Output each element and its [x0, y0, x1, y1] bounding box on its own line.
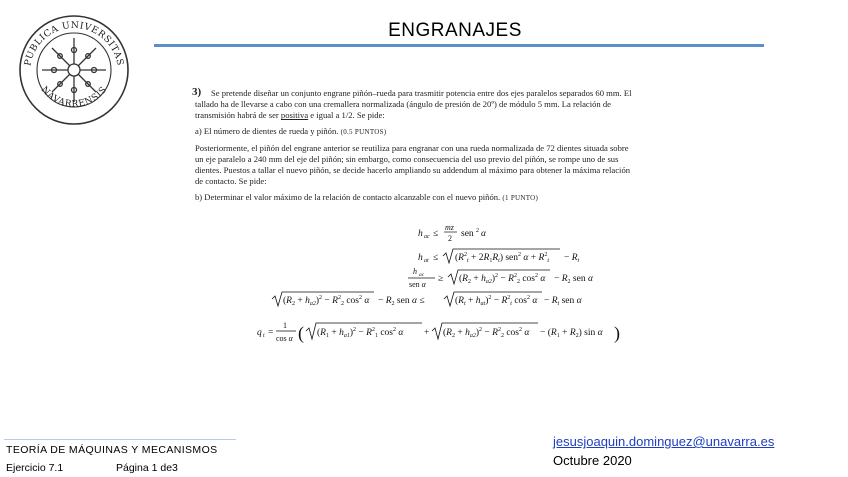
svg-text:≤: ≤ — [433, 253, 439, 263]
svg-text:− R2 sen α: − $R_2$ sen α — [554, 274, 593, 285]
problem-intro: Se pretende diseñar un conjunto engrane piñón–rueda para trasmitir potencia entre dos ejes paralelos separados 60 mm. El tallado ha de llevarse a cabo con una cremallera normalizada (ángulo de presión de 20º) de módulo 5 mm. La relación de transmisión habrá de ser positiva e igual a 1/2. Se pide: — [195, 88, 632, 121]
footer-divider — [4, 439, 236, 440]
svg-text:− (R1 + R2) sin α: − $(R_1 + R_2)$ sin α — [540, 328, 603, 339]
svg-text:q: q — [257, 328, 262, 338]
svg-text:ac: ac — [424, 234, 430, 240]
seal-text-bottom: NAVARRENSIS — [38, 84, 110, 110]
svg-text:(R2 + ha2)2 − R22 cos2 α: $(R_2 + h_{a2})^2 - R^2_2$ $\cos^2 \alpha$ — [443, 327, 530, 339]
svg-text:h: h — [418, 253, 423, 263]
problem-statement — [192, 86, 635, 209]
formula-3 — [408, 267, 594, 289]
svg-text:α: α — [481, 229, 486, 239]
formula-1 — [418, 223, 487, 243]
svg-text:− Rt: − $R_t$ — [564, 253, 580, 264]
svg-text:2: 2 — [476, 228, 479, 234]
page-title: ENGRANAJES — [388, 20, 522, 41]
svg-text:t: t — [263, 333, 265, 339]
title-divider — [154, 44, 764, 47]
date-label: Octubre 2020 — [553, 453, 632, 468]
exercise-number: Ejercicio 7.1 — [6, 462, 64, 474]
item-a-points: (0.5 PUNTOS) — [340, 127, 387, 136]
svg-text:h: h — [413, 267, 417, 276]
svg-text:(R1 + ha1)2 − R21 cos2 α: $(R_1 + h_{a1})^2 - R^2_1$ $\cos^2 \alpha$ — [317, 327, 404, 339]
university-seal-logo — [18, 14, 130, 126]
svg-text:2: 2 — [448, 234, 452, 243]
item-a: a) El número de dientes de rueda y piñón. (0.5 PUNTOS) — [195, 125, 387, 136]
svg-text:− R2 sen α ≤: − $R_2$ sen α ≤ — [378, 296, 425, 307]
svg-text:− Rt sen α: − $R_t$ sen α — [544, 296, 582, 307]
svg-text:sen α: sen α — [409, 280, 426, 289]
svg-text:sen: sen — [461, 229, 474, 239]
item-b-points: (1 PUNTO) — [502, 193, 539, 202]
svg-text:=: = — [268, 328, 274, 338]
underlined-word: positiva — [280, 110, 309, 121]
svg-text:cos α: cos α — [276, 334, 293, 343]
formula-block — [200, 223, 630, 353]
svg-text:≥: ≥ — [438, 274, 444, 284]
author-email-link[interactable]: jesusjoaquin.dominguez@unavarra.es — [553, 434, 775, 449]
svg-text:(R2 + ha2)2 − R22 cos2 α: $(R_2 + h_{a2})^2 - R^2_2$ $\cos^2 \alpha$ — [283, 295, 370, 307]
formula-5 — [257, 321, 620, 344]
problem-number: 3) — [192, 86, 202, 98]
svg-text:mz: mz — [445, 223, 454, 232]
item-b: b) Determinar el valor máximo de la relación de contacto alcanzable con el nuevo piñón. (1 PUNTO) — [195, 191, 539, 202]
course-name: TEORÍA DE MÁQUINAS Y MECANISMOS — [6, 444, 218, 456]
svg-text:ac: ac — [419, 272, 425, 278]
problem-paragraph-2: Posteriormente, el piñón del engrane anterior se reutiliza para engranar con una rueda normalizada de 72 dientes situada sobre un eje paralelo a 240 mm del eje del piñón; sin embargo, como consecuencia del uso previo del piñón, se rompe uno de sus dientes. Puestos a tallar el nuevo piñón, se decide hacerlo ampliando su addendum al máximo para obtener la máxima relación de contacto. Se pide: — [195, 142, 631, 187]
formula-4 — [272, 292, 583, 307]
svg-text:≤: ≤ — [433, 229, 439, 239]
svg-text:): ) — [614, 323, 620, 343]
seal-text-top: PUBLICA UNIVERSITAS — [22, 19, 126, 67]
formula-2 — [418, 249, 580, 264]
page-number: Página 1 de3 — [116, 462, 178, 474]
svg-text:at: at — [424, 258, 429, 264]
svg-text:(: ( — [298, 323, 304, 343]
svg-text:(R2 + ha2)2 − R22 cos2 α: $(R_2 + h_{a2})^2 - R^2_2$ $\cos^2 \alpha$ — [459, 273, 546, 285]
svg-text:(Rt + hat)2 − R2t cos2 α: $(R_t + h_{at})^2 - R^2_t$ $\cos^2 \alpha$ — [455, 295, 538, 307]
svg-text:(R2t + 2R1Rt) sen2 α + R2t: $(R^2_t + 2R_1R_t)$ sen$^2$ $\alpha + R^2_t$ — [455, 252, 549, 264]
svg-text:+: + — [424, 328, 430, 338]
svg-text:1: 1 — [283, 321, 287, 330]
svg-text:h: h — [418, 229, 423, 239]
